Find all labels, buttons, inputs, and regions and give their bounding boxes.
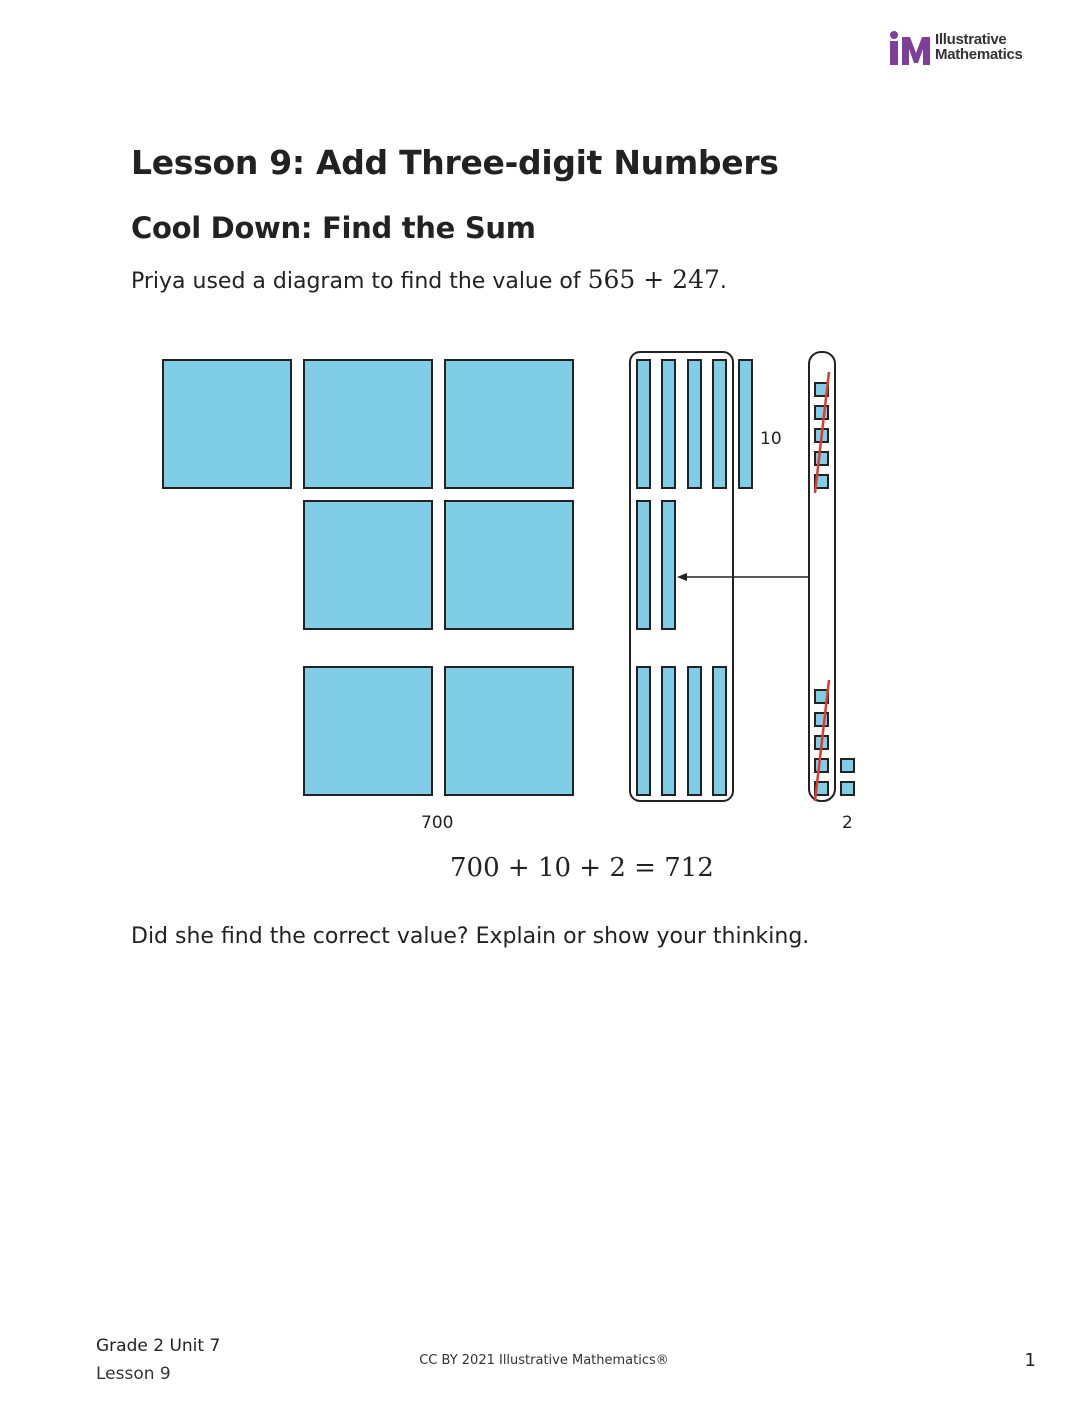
label-ones: 2 [842, 813, 853, 833]
ten-rod [637, 501, 650, 629]
student-equation: 700 + 10 + 2 = 712 [450, 853, 714, 883]
label-ten: 10 [760, 429, 782, 449]
page-number: 1 [1024, 1350, 1036, 1371]
one-cube-leftover [841, 759, 854, 772]
ten-rod [637, 360, 650, 488]
one-cube [815, 452, 828, 465]
ten-rod-extra [739, 360, 752, 488]
prompt-text: Priya used a diagram to find the value of [131, 269, 588, 294]
prompt-expression: 565 + 247 [587, 265, 720, 294]
ten-rod-from-ones [662, 501, 675, 629]
hundreds-blocks [163, 360, 573, 795]
ten-rod [637, 667, 650, 795]
lesson-title: Lesson 9: Add Three-digit Numbers [131, 143, 779, 182]
question-text: Did she find the correct value? Explain or show your thinking. [131, 924, 810, 949]
prompt-end: . [719, 269, 727, 294]
ten-rod [688, 667, 701, 795]
one-cube-leftover [841, 782, 854, 795]
logo-wordmark [935, 32, 1023, 62]
regroup-arrow-head [677, 573, 687, 581]
footer-grade-unit: Grade 2 Unit 7 [96, 1336, 221, 1356]
illustrative-mathematics-logo [888, 31, 1048, 71]
footer-license: CC BY 2021 Illustrative Mathematics® [419, 1353, 669, 1368]
logo-line-1: Illustrative [935, 31, 1007, 48]
logo-line-2: Mathematics [935, 46, 1023, 63]
im-logo-icon [888, 31, 932, 67]
hundred-block [163, 360, 291, 488]
hundred-block [304, 667, 432, 795]
ten-rod [713, 667, 726, 795]
hundred-block [445, 360, 573, 488]
one-cube [815, 759, 828, 772]
base-ten-diagram [150, 340, 880, 840]
ten-rod [713, 360, 726, 488]
hundred-block [445, 501, 573, 629]
problem-prompt [131, 265, 727, 294]
ten-rod [662, 667, 675, 795]
label-hundreds: 700 [421, 813, 454, 833]
section-title: Cool Down: Find the Sum [131, 211, 536, 245]
hundred-block [304, 501, 432, 629]
hundred-block [445, 667, 573, 795]
ten-rod [688, 360, 701, 488]
ten-rod [662, 360, 675, 488]
hundred-block [304, 360, 432, 488]
footer-lesson: Lesson 9 [96, 1364, 171, 1384]
